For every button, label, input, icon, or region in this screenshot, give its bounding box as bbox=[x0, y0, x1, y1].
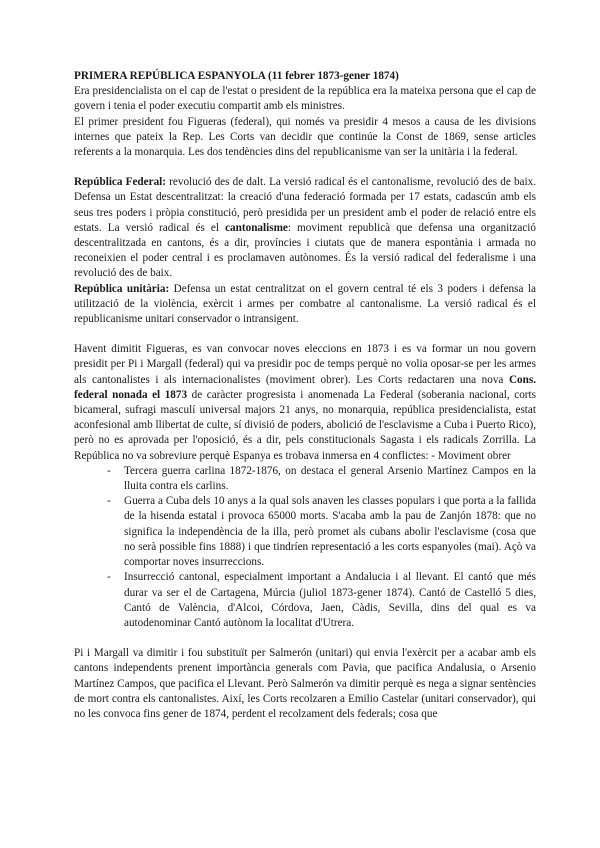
salmeron-paragraph: Pi i Margall va dimitir i fou substituït per Salmerón (unitari) qui envia l'exèrcit per a acabar amb els cantons independents prenent importància generals com Pavia, que pacifica Andalusia, o Arsenio Martínez Campos, que pacifica el Llevant. Però Salmerón va dimitir perquè es nega a signar sentències de mort contra els cantonalistes. Així, les Corts recolzaren a Emilio Castelar (unitari conservador), qui no les convoca fins gener de 1874, perdent el recolzament dels federals; cosa que bbox=[74, 647, 536, 720]
list-item: - Guerra a Cuba dels 10 anys a la qual sols anaven les classes populars i que porta a la fallida de la hisenda estatal i provoca 65000 morts. S'acaba amb la pau de Zanjón 1878: que no significa la independència de la illa, però promet als cubans abolir l'esclavisme (cosa que no serà possible fins 1888) i que tindríen representació a les corts espanyoles (mai). Açò va comportar noves insurreccions. bbox=[107, 494, 536, 570]
spacer bbox=[74, 631, 536, 646]
document-title: PRIMERA REPÚBLICA ESPANYOLA (11 febrer 1873-gener 1874) bbox=[74, 70, 399, 82]
unitaria-label: República unitària: bbox=[74, 282, 170, 295]
intro-paragraph-2: El primer president fou Figueras (federal), qui només va presidir 4 mesos a causa de les divisions internes que pateix la Rep. Les Corts van decidir que continúe la Const de 1869, sense articles referents a la monarquia. Les dos tendències dins del republicanisme van ser la unitària i la federal. bbox=[74, 115, 536, 159]
federal-label: República Federal: bbox=[74, 176, 167, 189]
federal-paragraph bbox=[74, 175, 536, 281]
spacer bbox=[74, 160, 536, 175]
pi-margall-text-1: Havent dimitit Figueras, es van convocar noves eleccions en 1873 i es va formar un nou govern presidit per Pi i Margall (federal) qui va presidir poc de temps perquè no volia oposar-se per les armes als cantonalistes i als internacionalistes (moviment obrer). Les Corts redactaren una nova bbox=[74, 343, 536, 386]
cantonalisme-term: cantonalisme bbox=[225, 221, 288, 234]
constitution-label: Cons. federal nonada el 1873 bbox=[74, 373, 536, 401]
pi-margall-text-2: de caràcter progresista i anomenada La Federal (soberania nacional, corts bicameral, sufragi masculí universal majors 21 anys, no monarquia, república presidencialista, estat aconfesional amb llibertat de culte, sí divisió de poders, abolició de l'esclavisme a Cuba i Puerto Rico), però no es aprovada per l'oposició, és a dir, pels constitucionals Sagasta i els radicals Zorrilla. La República no va sobreviure perquè Espanya es trobava inmersa en 4 conflictes: - Moviment obrer bbox=[74, 388, 536, 462]
pi-margall-paragraph bbox=[74, 342, 536, 464]
spacer bbox=[74, 327, 536, 342]
federal-text-2: : moviment republicà que defensa una organització descentralitzada en cantons, és a dir, províncies i ciutats que de manera espontània i armada no reconeixien el poder central i es proclamaven autònomes. És la versió radical del federalisme i una revolució des de baix. bbox=[74, 221, 536, 280]
unitaria-text: Defensa un estat centralitzat on el govern central té els 3 poders i defensa la utilització de la violència, exèrcit i armes per combatre al cantonalisme. La versió radical és el republicanisme unitari conservador o intransigent. bbox=[74, 282, 536, 326]
list-item: - Insurrecció cantonal, especialment important a Andalucia i al llevant. El cantó que més durar va ser el de Cartagena, Múrcia (juliol 1873-gener 1874). Cantó de Castelló 5 dies, Cantó de València, d'Alcoi, Córdova, Jaen, Càdis, Sevilla, dins del qual es va autodenominar Cantó autònom la localitat d'Utrera. bbox=[107, 570, 536, 631]
intro-paragraph-1: Era presidencialista on el cap de l'estat o president de la república era la mateixa persona que el cap de govern i tenia el poder executiu compartit amb els ministres. bbox=[74, 85, 536, 113]
unitaria-paragraph bbox=[74, 282, 536, 328]
federal-text-1: revolució des de dalt. La versió radical és el cantonalisme, revolució des de baix. Defensa un Estat descentralitzat: la creació d'una federació formada per 17 estats, cadascún amb els seus tres poders i pròpia constitució, però presidida per un president amb el poder de relació entre els estats. La versió radical és el bbox=[74, 176, 537, 234]
list-item: - Tercera guerra carlina 1872-1876, on destaca el general Arsenio Martínez Campos en la lluita contra els carlins. bbox=[107, 464, 536, 494]
conflicts-list bbox=[74, 464, 536, 631]
